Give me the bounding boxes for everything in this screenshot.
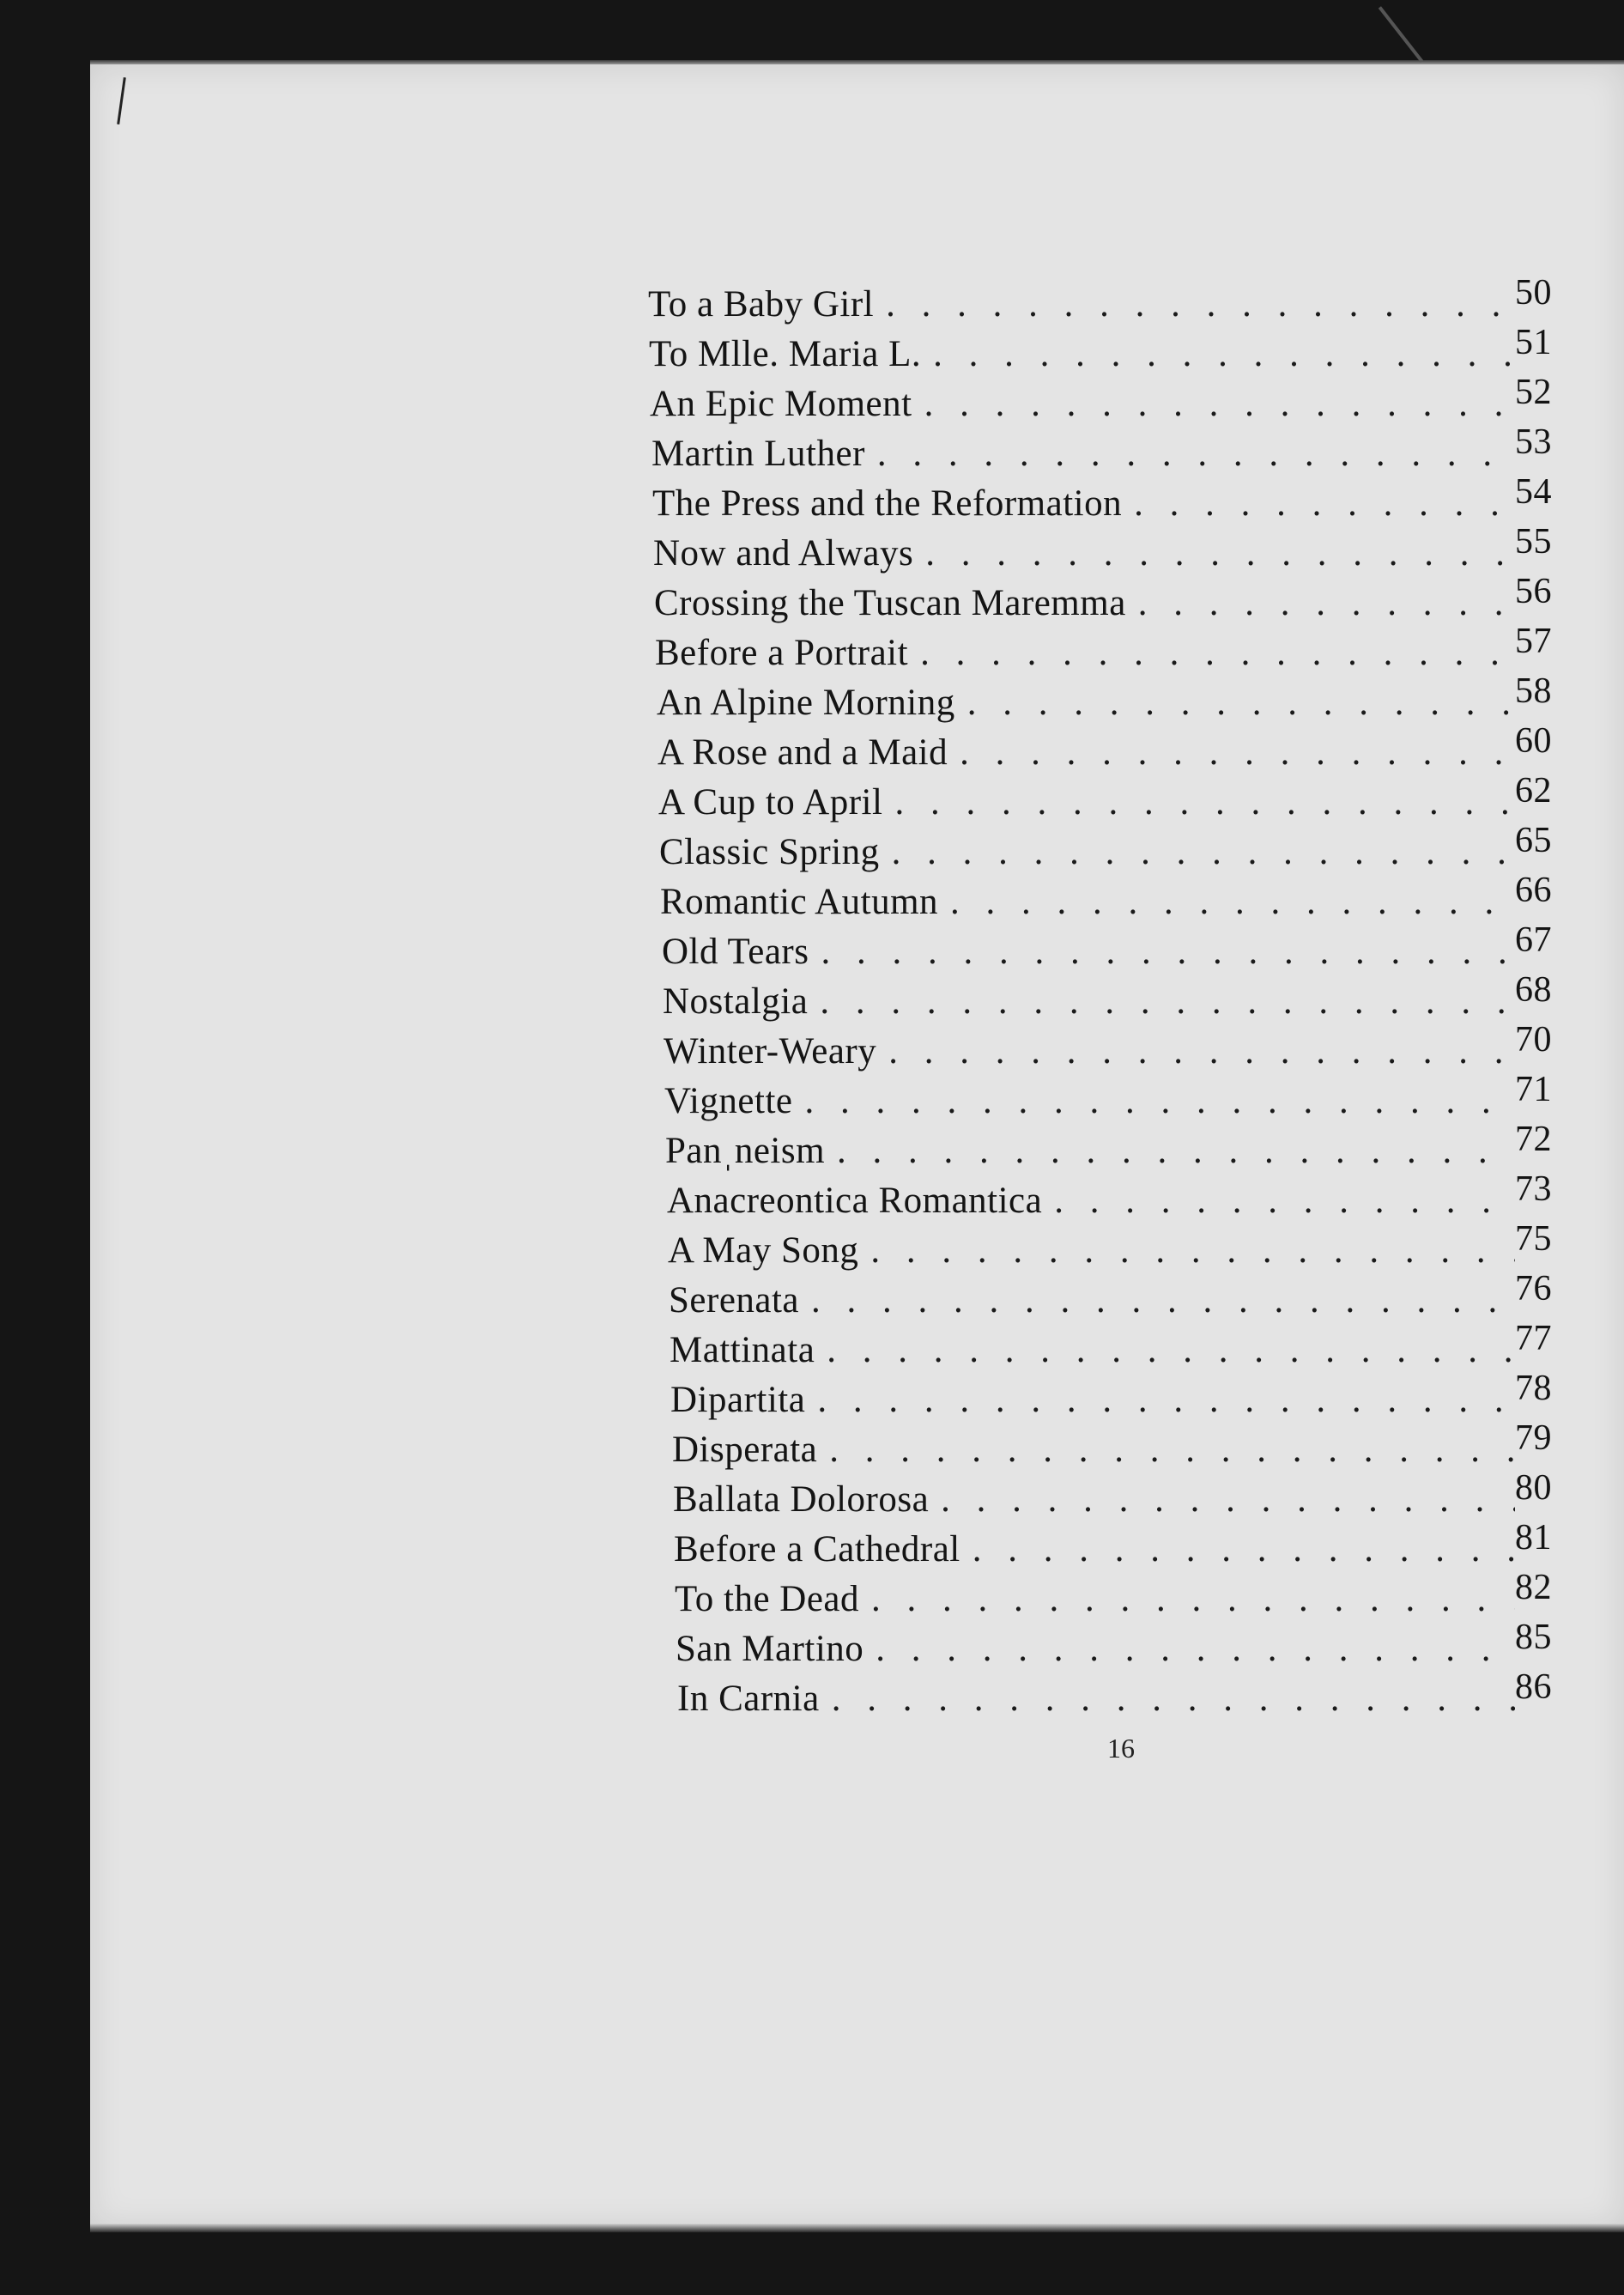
- toc-entry: [658, 771, 1575, 831]
- dot-leader: [950, 881, 1515, 923]
- toc-entry-page: 68: [1515, 970, 1552, 1010]
- toc-entry: [650, 373, 1575, 433]
- toc-entry-title: Disperata: [672, 1430, 818, 1470]
- toc-entry-page: 70: [1515, 1020, 1552, 1059]
- toc-entry-title: The Press and the Reformation: [652, 483, 1123, 524]
- toc-entry: [670, 1319, 1575, 1379]
- dot-leader: [837, 1130, 1515, 1172]
- dot-leader: [820, 981, 1515, 1023]
- toc-entry-page: 50: [1515, 273, 1552, 313]
- toc-entry-page: 51: [1515, 323, 1552, 362]
- toc-entry-page: 76: [1515, 1269, 1552, 1308]
- toc-entry-title: An Alpine Morning: [657, 683, 955, 723]
- toc-entry-title: To the Dead: [675, 1579, 860, 1619]
- toc-entry-title: Vignette: [664, 1081, 793, 1121]
- toc-entry-page: 57: [1515, 622, 1552, 661]
- toc-entry: [657, 721, 1575, 781]
- toc-entry-title: To a Baby Girl: [648, 284, 875, 325]
- toc-entry-page: 54: [1515, 472, 1552, 512]
- toc-entry-title: Before a Portrait: [655, 633, 909, 673]
- toc-entry: [648, 273, 1575, 333]
- toc-entry-title: Nostalgia: [663, 981, 809, 1022]
- dot-leader: [933, 333, 1515, 375]
- toc-entry: [651, 422, 1575, 483]
- toc-entry-page: 80: [1515, 1468, 1552, 1508]
- table-of-contents: [648, 273, 1575, 1727]
- dot-leader: [894, 781, 1515, 823]
- toc-entry-page: 65: [1515, 821, 1552, 860]
- dot-leader: [821, 931, 1515, 973]
- toc-entry: [664, 1070, 1575, 1130]
- toc-entry-page: 62: [1515, 771, 1552, 811]
- dot-leader: [804, 1080, 1515, 1122]
- toc-entry: [654, 572, 1575, 632]
- toc-entry-page: 79: [1515, 1418, 1552, 1458]
- toc-entry-page: 66: [1515, 871, 1552, 910]
- toc-entry: [662, 920, 1575, 981]
- page-bottom-edge: [90, 2224, 1624, 2232]
- toc-entry: [664, 1020, 1575, 1080]
- toc-entry-title: Now and Always: [653, 533, 914, 574]
- toc-entry-title: An Epic Moment: [650, 384, 912, 424]
- dot-leader: [827, 1329, 1515, 1371]
- dot-leader: [925, 532, 1515, 574]
- toc-entry-title: To Mlle. Maria L.: [649, 334, 922, 374]
- toc-entry-page: 67: [1515, 920, 1552, 960]
- toc-entry: [673, 1468, 1575, 1528]
- toc-entry-page: 75: [1515, 1219, 1552, 1259]
- toc-entry-title: Panˌneism: [665, 1131, 826, 1171]
- toc-entry-page: 71: [1515, 1070, 1552, 1109]
- dot-leader: [941, 1478, 1515, 1521]
- toc-entry: [674, 1518, 1575, 1578]
- dot-leader: [877, 433, 1515, 475]
- toc-entry-page: 60: [1515, 721, 1552, 761]
- toc-entry-title: Crossing the Tuscan Maremma: [654, 583, 1126, 623]
- toc-entry: [660, 871, 1575, 931]
- page-number: 16: [1107, 1733, 1135, 1764]
- toc-entry-page: 86: [1515, 1667, 1552, 1707]
- toc-entry-page: 78: [1515, 1369, 1552, 1408]
- toc-entry-page: 58: [1515, 671, 1552, 711]
- dot-leader: [1138, 582, 1515, 624]
- dot-leader: [829, 1429, 1515, 1471]
- toc-entry-title: A Rose and a Maid: [657, 732, 948, 773]
- toc-entry: [663, 970, 1575, 1030]
- toc-entry-title: A May Song: [668, 1230, 859, 1271]
- toc-entry-title: Romantic Autumn: [660, 882, 939, 922]
- toc-entry-page: 55: [1515, 522, 1552, 562]
- toc-entry-page: 72: [1515, 1120, 1552, 1159]
- dot-leader: [876, 1628, 1515, 1670]
- toc-entry: [672, 1418, 1575, 1478]
- toc-entry: [652, 472, 1575, 532]
- dot-leader: [817, 1379, 1515, 1421]
- toc-entry-page: 82: [1515, 1568, 1552, 1607]
- toc-entry: [653, 522, 1575, 582]
- toc-entry: [670, 1369, 1575, 1429]
- toc-entry: [657, 671, 1575, 732]
- toc-entry-title: Serenata: [669, 1280, 800, 1321]
- toc-entry-title: Mattinata: [670, 1330, 815, 1370]
- toc-entry-title: Martin Luther: [651, 434, 865, 474]
- dot-leader: [960, 732, 1515, 774]
- toc-entry-title: Classic Spring: [659, 832, 880, 872]
- toc-entry: [668, 1219, 1575, 1279]
- toc-entry-page: 53: [1515, 422, 1552, 462]
- dot-leader: [967, 682, 1515, 724]
- dot-leader: [920, 632, 1515, 674]
- toc-entry: [649, 323, 1575, 383]
- toc-entry-title: San Martino: [676, 1629, 864, 1669]
- toc-entry-title: In Carnia: [677, 1679, 820, 1719]
- toc-entry-title: Dipartita: [670, 1380, 806, 1420]
- toc-entry-page: 56: [1515, 572, 1552, 611]
- toc-entry-title: Anacreontica Romantica: [667, 1181, 1043, 1221]
- dot-leader: [1054, 1180, 1515, 1222]
- toc-entry: [667, 1169, 1575, 1229]
- dot-leader: [924, 383, 1515, 425]
- toc-entry-title: Ballata Dolorosa: [673, 1479, 930, 1520]
- toc-entry: [676, 1618, 1575, 1678]
- toc-entry: [669, 1269, 1575, 1329]
- toc-entry-title: Winter-Weary: [664, 1031, 877, 1072]
- dot-leader: [888, 1030, 1515, 1072]
- toc-entry: [655, 622, 1575, 682]
- dot-leader: [832, 1678, 1515, 1720]
- toc-entry: [675, 1568, 1575, 1628]
- dot-leader: [1134, 483, 1515, 525]
- toc-entry-page: 77: [1515, 1319, 1552, 1358]
- toc-entry-page: 52: [1515, 373, 1552, 412]
- dot-leader: [870, 1229, 1515, 1272]
- scan-artifact: [1379, 6, 1423, 63]
- toc-entry: [677, 1667, 1575, 1727]
- toc-entry-page: 73: [1515, 1169, 1552, 1209]
- dot-leader: [973, 1528, 1515, 1570]
- toc-entry-title: Old Tears: [662, 932, 809, 972]
- toc-entry-page: 81: [1515, 1518, 1552, 1557]
- dot-leader: [811, 1279, 1515, 1321]
- toc-entry: [659, 821, 1575, 881]
- toc-entry: [665, 1120, 1575, 1180]
- dot-leader: [871, 1578, 1515, 1620]
- dot-leader: [892, 831, 1515, 873]
- toc-entry-title: Before a Cathedral: [674, 1529, 960, 1569]
- dot-leader: [886, 283, 1515, 325]
- toc-entry-page: 85: [1515, 1618, 1552, 1657]
- toc-entry-title: A Cup to April: [658, 782, 883, 823]
